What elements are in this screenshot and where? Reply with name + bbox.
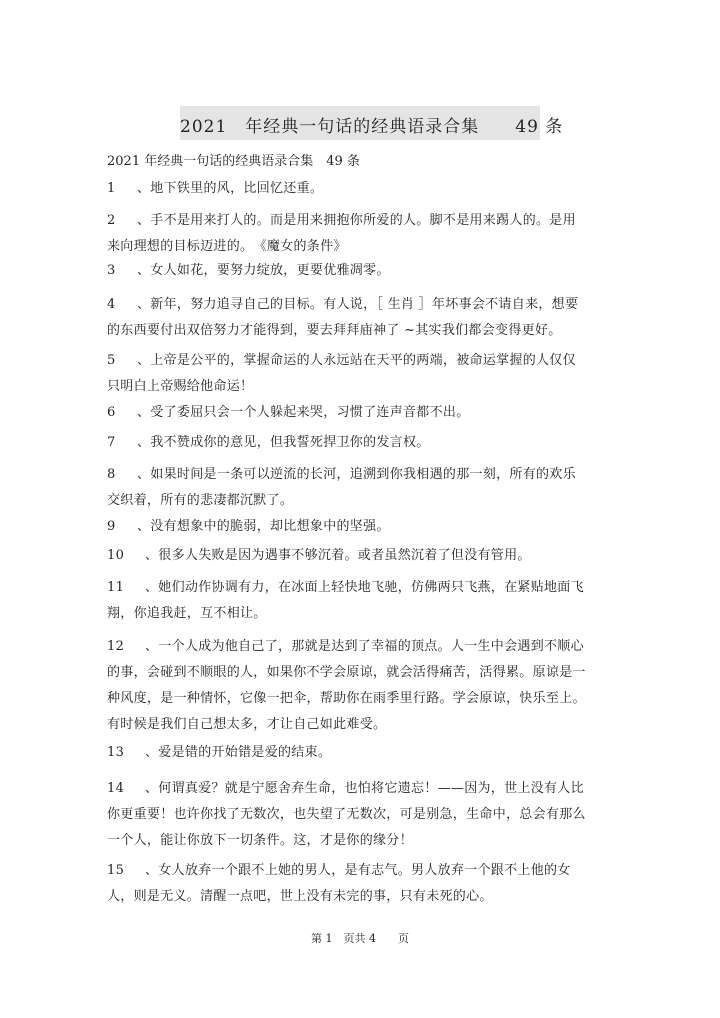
list-item (107, 348, 587, 400)
item-text: 、新年，努力追寻自己的目标。有人说，［ 生肖 ］年坏事会不请自来，想要的东西要付出双倍努力才能得到，要去拜拜庙神了 ~其实我们都会变得更好。 (107, 297, 579, 338)
item-text: 、女人放弃一个跟不上她的男人，是有志气。男人放弃一个跟不上他的女人，则是无义。清醒一点吧，世上没有未完的事，只有未死的心。 (107, 863, 571, 904)
item-number: 14 (107, 781, 125, 796)
list-item (107, 400, 587, 426)
document-subtitle: 2021 年经典一句话的经典语录合集 49 条 (107, 154, 360, 169)
item-text: 、很多人失败是因为遇事不够沉着。或者虽然沉着了但没有管用。 (145, 548, 531, 563)
item-text: 、手不是用来打人的。而是用来拥抱你所爱的人。脚不是用来踢人的。是用来向理想的目标迈进的。 《魔女的条件》 (107, 213, 576, 254)
list-item (107, 776, 587, 854)
list-item (107, 430, 587, 456)
item-text: 、女人如花，要努力绽放，更要优雅凋零。 (137, 263, 390, 278)
item-text: 、上帝是公平的，掌握命运的人永远站在天平的两端，被命运掌握的人仅仅只明白上帝赐给他命运！ (107, 353, 576, 394)
list-item (107, 858, 587, 910)
item-number: 1 (107, 181, 116, 196)
item-text: 、她们动作协调有力，在冰面上轻快地飞驰，仿佛两只飞燕，在紧贴地面飞翔，你追我赶，互不相让。 (107, 580, 584, 621)
document-title: 2021 年经典一句话的经典语录合集 49 条 (180, 117, 564, 137)
list-item (107, 208, 587, 260)
list-item (107, 292, 587, 344)
item-text: 、受了委屈只会一个人躲起来哭，习惯了连声音都不出。 (137, 405, 470, 420)
item-number: 12 (107, 639, 125, 654)
list-item (107, 740, 587, 766)
item-number: 7 (107, 435, 116, 450)
list-item (107, 514, 587, 540)
list-item (107, 462, 587, 514)
item-text: 、没有想象中的脆弱，却比想象中的坚强。 (137, 519, 390, 534)
item-text: 、一个人成为他自己了，那就是达到了幸福的顶点。人一生中会遇到不顺心的事，会碰到不顺眼的人，如果你不学会原谅，就会活得痛苦，活得累。原谅是一种风度，是一种情怀，它像一把伞，帮助你在雨季里行路。学会原谅，快乐至上。有时候是我们自己想太多，才让自己如此难受。 (107, 639, 586, 732)
item-text: 、如果时间是一条可以逆流的长河，追溯到你我相遇的那一刻，所有的欢乐交织着，所有的悲凄都沉默了。 (107, 467, 576, 508)
item-text: 、地下铁里的风，比回忆还重。 (137, 181, 324, 196)
item-text: 、何谓真爱？就是宁愿舍弃生命，也怕将它遗忘！——因为，世上没有人比你更重要！也许你找了无数次，也失望了无数次，可是别急，生命中，总会有那么一个人，能让你放下一切条件。这，才是你的缘分！ (107, 781, 586, 848)
item-number: 9 (107, 519, 116, 534)
list-item (107, 543, 587, 569)
item-number: 15 (107, 863, 125, 878)
item-number: 4 (107, 297, 116, 312)
item-number: 6 (107, 405, 116, 420)
list-item (107, 575, 587, 627)
list-item (107, 634, 587, 738)
list-item (107, 176, 587, 202)
item-number: 5 (107, 353, 116, 368)
item-number: 8 (107, 467, 116, 482)
item-number: 13 (107, 745, 125, 760)
item-number: 2 (107, 213, 116, 228)
list-item (107, 258, 587, 284)
page-footer: 第 1 页共 4 页 (311, 932, 409, 945)
item-number: 3 (107, 263, 116, 278)
item-number: 11 (107, 580, 125, 595)
item-text: 、爱是错的开始错是爱的结束。 (145, 745, 332, 760)
item-number: 10 (107, 548, 125, 563)
item-text: 、我不赞成你的意见，但我誓死捍卫你的发言权。 (137, 435, 430, 450)
